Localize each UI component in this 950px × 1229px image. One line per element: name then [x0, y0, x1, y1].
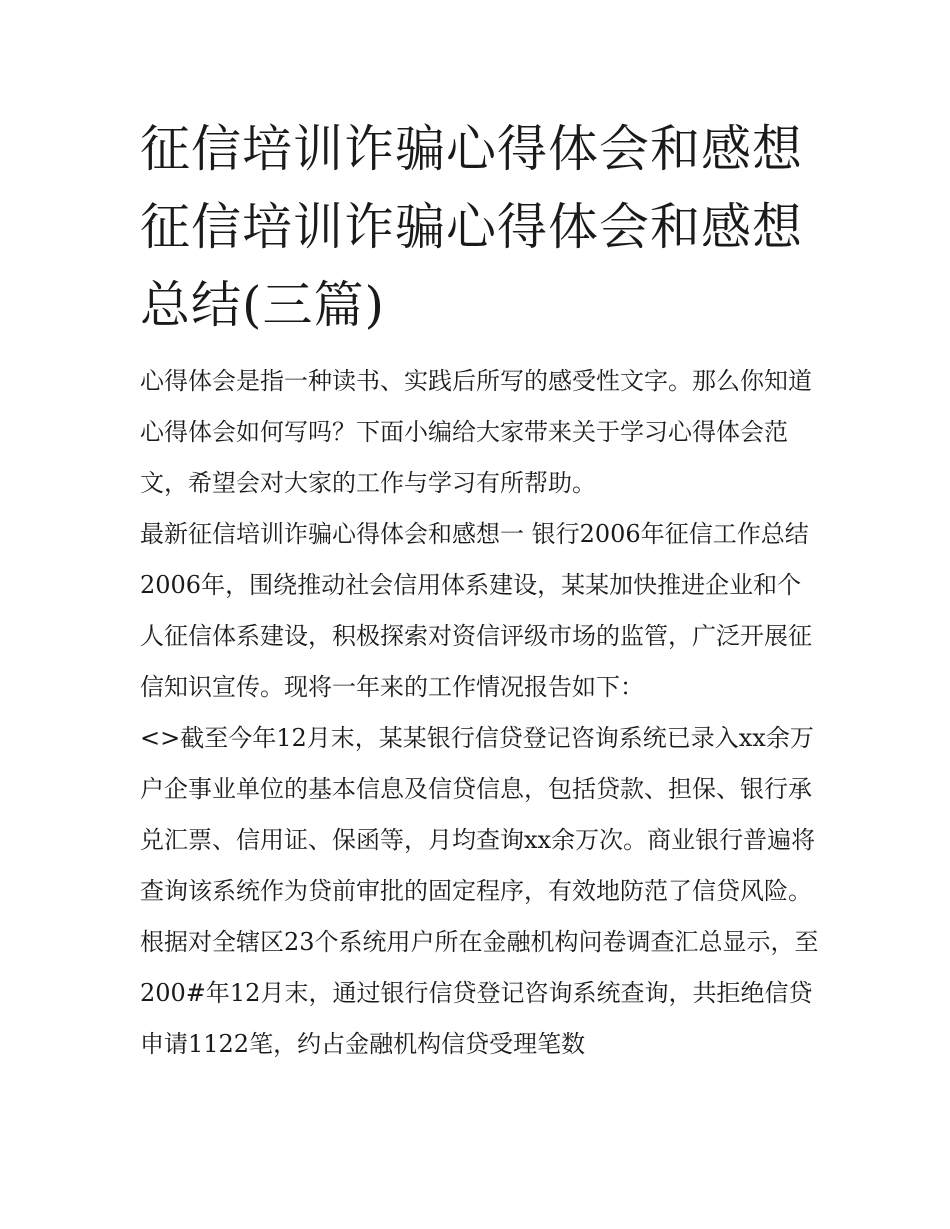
document-title: 征信培训诈骗心得体会和感想征信培训诈骗心得体会和感想总结(三篇) — [140, 120, 803, 334]
body-paragraph: <>截至今年12月末，某某银行信贷登记咨询系统已录入xx余万户企事业单位的基本信息及信贷信息，包括贷款、担保、银行承兑汇票、信用证、保函等，月均查询xx余万次。商业银行普遍将查询该系统作为贷前审批的固定程序，有效地防范了信贷风险。根据对全辖区23个系统用户所在金融机构问卷调查汇总显示，至200#年12月末，通过银行信贷登记咨询系统查询，共拒绝信贷申请1122笔，约占金融机构信贷受理笔数 — [140, 724, 819, 1058]
document-page — [140, 110, 820, 1070]
body-paragraph: 2006年，围绕推动社会信用体系建设，某某加快推进企业和个人征信体系建设，积极探索对资信评级市场的监管，广泛开展征信知识宣传。现将一年来的工作情况报告如下： — [140, 571, 812, 701]
intro-paragraph: 心得体会是指一种读书、实践后所写的感受性文字。那么你知道心得体会如何写吗？下面小编给大家带来关于学习心得体会范文，希望会对大家的工作与学习有所帮助。 — [140, 367, 812, 497]
section-heading: 最新征信培训诈骗心得体会和感想一 银行2006年征信工作总结 — [140, 520, 809, 548]
